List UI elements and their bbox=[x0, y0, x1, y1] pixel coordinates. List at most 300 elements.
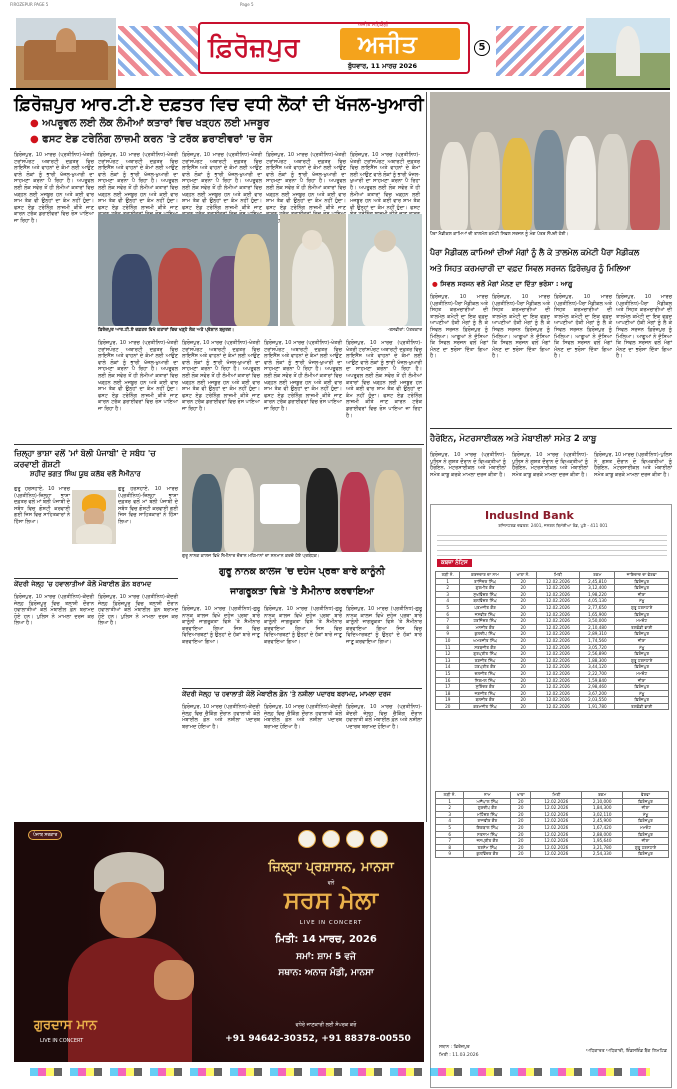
jail-body-col-3: ਫ਼ਿਰੋਜ਼ਪੁਰ, 10 ਮਾਰਚ (ਪ੍ਰਤੀਨਿਧ)-ਕੇਂਦਰੀ ਜੇਲ੍ਹ ਵਿਚ ਚੈਕਿੰਗ ਦੌਰਾਨ ਹਵਾਲਾਤੀ ਕੋਲੋਂ ਮੋਬਾਈਲ ਫ਼ੋਨ ਅਤੇ ਨਸ਼ੀਲਾ ਪਦਾਰਥ ਬਰਾਮਦ ਹੋਇਆ ਹੈ। bbox=[346, 704, 422, 730]
bank-table-2-cell: 20 bbox=[511, 831, 531, 838]
bank-table-1-cell: ਗੁਰਮੀਤ ਕੌਰ bbox=[460, 585, 510, 592]
masthead-paper: ਅਜੀਤ bbox=[358, 30, 417, 58]
bank-table-2-cell: ਫ਼ਿਰੋਜ਼ਪੁਰ bbox=[623, 818, 669, 825]
bank-table-1-cell: ਹਰਜਿੰਦਰ ਸਿੰਘ bbox=[460, 618, 510, 625]
bank-table-1-cell: 12.02.2026 bbox=[536, 697, 580, 704]
main-sub-2-text: ਫਸਟ ਏਡ ਟਰੇਨਿੰਗ ਲਾਜ਼ਮੀ ਕਰਨ 'ਤੇ ਟਰੱਕ ਡਰਾਈਵਰਾਂ 'ਚ ਰੋਸ bbox=[42, 134, 273, 145]
bank-table-1-cell: 17 bbox=[436, 684, 460, 691]
bank-table-2-cell: 3,02,110 bbox=[582, 811, 623, 818]
bank-table-1-cell: 12.02.2026 bbox=[536, 598, 580, 605]
bank-table-2-cell: 2,45,900 bbox=[582, 818, 623, 825]
bank-table-1-cell: 12.02.2026 bbox=[536, 637, 580, 644]
author-portrait bbox=[72, 490, 116, 544]
bank-table-1-row bbox=[436, 670, 669, 677]
paramedical-subhead-text: ਸਿਵਲ ਸਰਜਨ ਵਲੋਂ ਮੰਗਾਂ ਮੰਨਣ ਦਾ ਦਿੱਤਾ ਭਰੋਸਾ : ਆਗੂ bbox=[440, 280, 573, 288]
jail-body-col-1: ਫ਼ਿਰੋਜ਼ਪੁਰ, 10 ਮਾਰਚ (ਪ੍ਰਤੀਨਿਧ)-ਕੇਂਦਰੀ ਜੇਲ੍ਹ ਵਿਚ ਚੈਕਿੰਗ ਦੌਰਾਨ ਹਵਾਲਾਤੀ ਕੋਲੋਂ ਮੋਬਾਈਲ ਫ਼ੋਨ ਅਤੇ ਨਸ਼ੀਲਾ ਪਦਾਰਥ ਬਰਾਮਦ ਹੋਇਆ ਹੈ। bbox=[182, 704, 260, 730]
main-sub-1-text: ਅਪਰੂਵਲ ਲਈ ਲੋਕ ਲੰਮੀਆਂ ਕਤਾਰਾਂ ਵਿਚ ਖੜ੍ਹਨ ਲਈ ਮਜਬੂਰ bbox=[42, 118, 270, 129]
bank-table-1-header-cell: ਮਿਤੀ bbox=[536, 572, 580, 579]
rta-photo-2 bbox=[280, 214, 346, 326]
bank-table-1-cell: 20 bbox=[510, 585, 536, 592]
bank-table-2-cell: 12.02.2026 bbox=[531, 838, 582, 845]
paramedical-photo-caption: ਪੈਰਾ ਮੈਡੀਕਲ ਕਾਮਿਆਂ ਦੀ ਤਾਲਮੇਲ ਕਮੇਟੀ ਸਿਵਲ ਸਰਜਨ ਨੂੰ ਮੰਗ ਪੱਤਰ ਸੌਂਪਦੀ ਹੋਈ। bbox=[430, 232, 569, 237]
bank-table-1-cell: ਕੁਲਦੀਪ ਸਿੰਘ bbox=[460, 631, 510, 638]
bank-date: ਮਿਤੀ : 11.03.2026 bbox=[439, 1053, 479, 1058]
bank-table-1-row bbox=[436, 637, 669, 644]
bank-table-2-cell: ਕੁਲਵਿੰਦਰ ਕੌਰ bbox=[464, 851, 511, 858]
bank-table-2-row bbox=[436, 838, 669, 845]
jail-body-col-2: ਫ਼ਿਰੋਜ਼ਪੁਰ, 10 ਮਾਰਚ (ਪ੍ਰਤੀਨਿਧ)-ਕੇਂਦਰੀ ਜੇਲ੍ਹ ਵਿਚ ਚੈਕਿੰਗ ਦੌਰਾਨ ਹਵਾਲਾਤੀ ਕੋਲੋਂ ਮੋਬਾਈਲ ਫ਼ੋਨ ਅਤੇ ਨਸ਼ੀਲਾ ਪਦਾਰਥ ਬਰਾਮਦ ਹੋਇਆ ਹੈ। bbox=[264, 704, 342, 730]
bank-table-1-cell: ਸਰਬਜੀਤ ਕੌਰ bbox=[460, 644, 510, 651]
bank-table-1-cell: 12.02.2026 bbox=[536, 690, 580, 697]
bank-table-1-cell: ਹਰਪ੍ਰੀਤ ਕੌਰ bbox=[460, 664, 510, 671]
bank-notice-title: ਕਬਜ਼ਾ ਨੋਟਿਸ bbox=[437, 559, 472, 567]
bank-table-2-cell: ਸਤਨਾਮ ਸਿੰਘ bbox=[464, 831, 511, 838]
paramedical-subhead bbox=[432, 280, 672, 289]
bank-table-1-cell: 20 bbox=[510, 703, 536, 710]
bank-table-1-cell: ਫ਼ਿਰੋਜ਼ਪੁਰ bbox=[615, 585, 669, 592]
bank-table-1-cell: 20 bbox=[510, 690, 536, 697]
print-color-bar bbox=[30, 1068, 650, 1076]
bank-table-1-cell: 2,10,480 bbox=[580, 624, 615, 631]
bank-table-1-cell: ਜ਼ੀਰਾ bbox=[615, 637, 669, 644]
bank-table-2-cell: 5 bbox=[436, 824, 464, 831]
bullet-icon: ● bbox=[30, 118, 39, 129]
bank-table-1-header-cell: ਕਰਜ਼ਦਾਰ ਦਾ ਨਾਮ bbox=[460, 572, 510, 579]
ad-organizer: ਜ਼ਿਲ੍ਹਾ ਪ੍ਰਸ਼ਾਸਨ, ਮਾਨਸਾ bbox=[268, 860, 394, 875]
bank-table-1-cell: ਗੁਰਪ੍ਰੀਤ ਸਿੰਘ bbox=[460, 651, 510, 658]
main-body-col-1: ਫ਼ਿਰੋਜ਼ਪੁਰ, 10 ਮਾਰਚ (ਪ੍ਰਤੀਨਿਧ)-ਖੇਤਰੀ ਟਰਾਂਸਪੋਰਟ ਅਥਾਰਟੀ ਦਫ਼ਤਰ ਵਿਚ ਲਾਇਸੈਂਸ ਅਤੇ ਵਾਹਨਾਂ ਦੇ ਕੰਮਾਂ ਲਈ ਆਉਣ ਵਾਲੇ ਲੋਕਾਂ ਨੂੰ ਭਾਰੀ ਖੱਜਲ-ਖੁਆਰੀ ਦਾ ਸਾਹਮਣਾ ਕਰਨਾ ਪੈ ਰਿਹਾ ਹੈ। ਅਪਰੂਵਲ ਲਈ ਲੋਕ ਸਵੇਰ ਤੋਂ ਹੀ ਲੰਮੀਆਂ ਕਤਾਰਾਂ ਵਿਚ ਖੜ੍ਹਨ ਲਈ ਮਜਬੂਰ ਹਨ ਅਤੇ ਕਈ ਵਾਰ ਸ਼ਾਮ ਤੱਕ ਵੀ ਉਨ੍ਹਾਂ ਦਾ ਕੰਮ ਨਹੀਂ ਹੁੰਦਾ। ਫਸਟ ਏਡ ਟਰੇਨਿੰਗ ਲਾਜ਼ਮੀ ਕੀਤੇ ਜਾਣ ਕਾਰਨ ਟਰੱਕ ਡਰਾਈਵਰਾਂ ਵਿਚ ਰੋਸ ਪਾਇਆ ਜਾ ਰਿਹਾ ਹੈ। bbox=[14, 152, 94, 224]
ad-saras-mela bbox=[14, 822, 424, 1062]
jail-headline: ਕੇਂਦਰੀ ਜੇਲ੍ਹ 'ਚ ਹਵਾਲਾਤੀ ਕੋਲੋਂ ਮੋਬਾਈਲ ਫ਼ੋਨ 'ਤੇ ਨਸ਼ੀਲਾ ਪਦਾਰਥ ਬਰਾਮਦ, ਮਾਮਲਾ ਦਰਜ bbox=[182, 690, 391, 698]
bank-table-2-cell: ਫ਼ਿਰੋਜ਼ਪੁਰ bbox=[623, 798, 669, 805]
ad-artist-sub: LIVE IN CONCERT bbox=[40, 1038, 84, 1044]
rta-photo-caption: ਫ਼ਿਰੋਜ਼ਪੁਰ ਆਰ.ਟੀ.ਏ ਦਫ਼ਤਰ ਵਿਖੇ ਕਤਾਰਾਂ ਵਿਚ ਖੜ੍ਹੇ ਲੋਕ ਅਤੇ ਪ੍ਰੇਸ਼ਾਨ ਬਜ਼ੁਰਗ। bbox=[98, 328, 235, 333]
bank-table-2-cell: 20 bbox=[511, 805, 531, 812]
bank-table-1-cell: ਕਰਮਜੀਤ ਸਿੰਘ bbox=[460, 703, 510, 710]
bank-table-2-cell: ਗੁਰਦੀਪ ਕੌਰ bbox=[464, 805, 511, 812]
bank-table-2-header-cell: ਲੜੀ ਨੰ. bbox=[436, 792, 464, 799]
bank-table-1-cell: 12.02.2026 bbox=[536, 703, 580, 710]
heroin-body-col-1: ਫ਼ਿਰੋਜ਼ਪੁਰ, 10 ਮਾਰਚ (ਪ੍ਰਤੀਨਿਧ)-ਪੁਲਿਸ ਨੇ ਗਸ਼ਤ ਦੌਰਾਨ ਦੋ ਵਿਅਕਤੀਆਂ ਨੂੰ ਹੈਰੋਇਨ, ਮੋਟਰਸਾਈਕਲ ਅਤੇ ਮੋਬਾਈਲਾਂ ਸਮੇਤ ਕਾਬੂ ਕਰਕੇ ਮਾਮਲਾ ਦਰਜ ਕੀਤਾ ਹੈ। bbox=[430, 452, 506, 478]
bank-table-2-header-cell: ਮਿਤੀ bbox=[531, 792, 582, 799]
bank-table-2-cell: 1 bbox=[436, 798, 464, 805]
bank-table-1-cell: 2,98,460 bbox=[580, 684, 615, 691]
masthead-city: ਫ਼ਿਰੋਜ਼ਪੁਰ bbox=[208, 33, 300, 63]
bank-table-1-cell: 2,77,650 bbox=[580, 604, 615, 611]
bank-table-1-cell: ਤਲਵੰਡੀ ਭਾਈ bbox=[615, 624, 669, 631]
bank-table-2-row bbox=[436, 818, 669, 825]
bank-table-1-row bbox=[436, 618, 669, 625]
main-body-col-3: ਫ਼ਿਰੋਜ਼ਪੁਰ, 10 ਮਾਰਚ (ਪ੍ਰਤੀਨਿਧ)-ਖੇਤਰੀ ਟਰਾਂਸਪੋਰਟ ਅਥਾਰਟੀ ਦਫ਼ਤਰ ਵਿਚ ਲਾਇਸੈਂਸ ਅਤੇ ਵਾਹਨਾਂ ਦੇ ਕੰਮਾਂ ਲਈ ਆਉਣ ਵਾਲੇ ਲੋਕਾਂ ਨੂੰ ਭਾਰੀ ਖੱਜਲ-ਖੁਆਰੀ ਦਾ ਸਾਹਮਣਾ ਕਰਨਾ ਪੈ ਰਿਹਾ ਹੈ। ਅਪਰੂਵਲ ਲਈ ਲੋਕ ਸਵੇਰ ਤੋਂ ਹੀ ਲੰਮੀਆਂ ਕਤਾਰਾਂ ਵਿਚ ਖੜ੍ਹਨ ਲਈ ਮਜਬੂਰ ਹਨ ਅਤੇ ਕਈ ਵਾਰ ਸ਼ਾਮ ਤੱਕ ਵੀ ਉਨ੍ਹਾਂ ਦਾ ਕੰਮ ਨਹੀਂ ਹੁੰਦਾ। ਫਸਟ ਏਡ ਟਰੇਨਿੰਗ ਲਾਜ਼ਮੀ ਕੀਤੇ ਜਾਣ bbox=[182, 152, 262, 211]
bank-table-1-cell: 2,22,700 bbox=[580, 670, 615, 677]
bank-table-1-cell: 20 bbox=[510, 591, 536, 598]
bank-table-2-cell: 2 bbox=[436, 805, 464, 812]
main-sub-2 bbox=[30, 134, 272, 145]
bank-table-2-cell: ਗੁਰੂ ਹਰਸਹਾਏ bbox=[623, 844, 669, 851]
bank-table-1-cell: 2,56,890 bbox=[580, 651, 615, 658]
print-strip bbox=[0, 0, 677, 10]
bank-table-1-cell: 20 bbox=[510, 684, 536, 691]
bank-table-1-cell: 19 bbox=[436, 697, 460, 704]
bank-table-2-cell: 20 bbox=[511, 824, 531, 831]
bank-table-2-cell: 20 bbox=[511, 851, 531, 858]
main-sub-1 bbox=[30, 118, 269, 129]
bank-table-1-cell: 12.02.2026 bbox=[536, 585, 580, 592]
bank-table-1-cell: ਜ਼ੀਰਾ bbox=[615, 591, 669, 598]
bank-table-2-cell: ਅਜੈਪਾਲ ਸਿੰਘ bbox=[464, 798, 511, 805]
bank-table-1-cell: 12.02.2026 bbox=[536, 591, 580, 598]
bank-table-2-cell: 7 bbox=[436, 838, 464, 845]
bank-table-2-cell: ਰਾਜਵੀਰ ਕੌਰ bbox=[464, 818, 511, 825]
bank-table-1-cell: ਮੱਖੂ bbox=[615, 598, 669, 605]
bank-table-2-cell: ਜ਼ੀਰਾ bbox=[623, 838, 669, 845]
main-headline: ਫ਼ਿਰੋਜ਼ਪੁਰ ਆਰ.ਟੀ.ਏ ਦਫ਼ਤਰ ਵਿਚ ਵਧੀ ਲੋਕਾਂ ਦੀ ਖੱਜਲ-ਖੁਆਰੀ bbox=[14, 95, 424, 115]
bank-table-1-cell: 12.02.2026 bbox=[536, 611, 580, 618]
bank-table-1-cell: ਰਣਜੀਤ ਸਿੰਘ bbox=[460, 657, 510, 664]
bank-table-2-cell: 20 bbox=[511, 818, 531, 825]
bank-table-2-cell: ਮਹਿੰਦਰ ਸਿੰਘ bbox=[464, 811, 511, 818]
bank-table-2-cell: ਜ਼ੀਰਾ bbox=[623, 805, 669, 812]
bank-table-2-header-cell: ਖਾਤਾ bbox=[511, 792, 531, 799]
ad-time-line: ਸਮਾਂ: ਸ਼ਾਮ 5 ਵਜੇ bbox=[296, 952, 356, 962]
bank-table-2-cell: 20 bbox=[511, 811, 531, 818]
heroin-body-col-3: ਫ਼ਿਰੋਜ਼ਪੁਰ, 10 ਮਾਰਚ (ਪ੍ਰਤੀਨਿਧ)-ਪੁਲਿਸ ਨੇ ਗਸ਼ਤ ਦੌਰਾਨ ਦੋ ਵਿਅਕਤੀਆਂ ਨੂੰ ਹੈਰੋਇਨ, ਮੋਟਰਸਾਈਕਲ ਅਤੇ ਮੋਬਾਈਲਾਂ ਸਮੇਤ ਕਾਬੂ ਕਰਕੇ ਮਾਮਲਾ ਦਰਜ ਕੀਤਾ ਹੈ। bbox=[594, 452, 672, 478]
bank-table-2-row bbox=[436, 805, 669, 812]
bank-table-2-cell: 20 bbox=[511, 844, 531, 851]
masthead-tagline: ਅਜੀਤ ਸਹਿਯੋਗੀ bbox=[358, 22, 389, 28]
bank-table-2-row bbox=[436, 851, 669, 858]
bank-table-2-cell: 12.02.2026 bbox=[531, 831, 582, 838]
bank-table-1-cell: 20 bbox=[510, 644, 536, 651]
bank-table-1-cell: ਸੁਰਿੰਦਰ ਕੌਰ bbox=[460, 684, 510, 691]
main-body-col-5: ਫ਼ਿਰੋਜ਼ਪੁਰ, 10 ਮਾਰਚ (ਪ੍ਰਤੀਨਿਧ)-ਖੇਤਰੀ ਟਰਾਂਸਪੋਰਟ ਅਥਾਰਟੀ ਦਫ਼ਤਰ ਵਿਚ ਲਾਇਸੈਂਸ ਅਤੇ ਵਾਹਨਾਂ ਦੇ ਕੰਮਾਂ ਲਈ ਆਉਣ ਵਾਲੇ ਲੋਕਾਂ ਨੂੰ ਭਾਰੀ ਖੱਜਲ-ਖੁਆਰੀ ਦਾ ਸਾਹਮਣਾ ਕਰਨਾ ਪੈ ਰਿਹਾ ਹੈ। ਅਪਰੂਵਲ ਲਈ ਲੋਕ ਸਵੇਰ ਤੋਂ ਹੀ ਲੰਮੀਆਂ ਕਤਾਰਾਂ ਵਿਚ ਖੜ੍ਹਨ ਲਈ ਮਜਬੂਰ ਹਨ ਅਤੇ ਕਈ ਵਾਰ ਸ਼ਾਮ ਤੱਕ ਵੀ ਉਨ੍ਹਾਂ ਦਾ ਕੰਮ ਨਹੀਂ ਹੁੰਦਾ। ਫਸਟ bbox=[350, 152, 420, 211]
bank-table-2-cell: 3 bbox=[436, 811, 464, 818]
ad-logo-4 bbox=[370, 830, 388, 848]
print-strip-left: FIROZEPUR PAGE 5 bbox=[10, 2, 49, 7]
bank-table-1-cell: 3,50,000 bbox=[580, 618, 615, 625]
bank-table-1-row bbox=[436, 664, 669, 671]
bank-table-1 bbox=[435, 571, 669, 710]
masthead-pattern-right bbox=[496, 26, 584, 76]
college-body-col-1: ਫ਼ਿਰੋਜ਼ਪੁਰ, 10 ਮਾਰਚ (ਪ੍ਰਤੀਨਿਧ)-ਗੁਰੂ ਨਾਨਕ ਕਾਲਜ ਵਿਖੇ ਦਹੇਜ ਪ੍ਰਥਾ ਬਾਰੇ ਕਾਨੂੰਨੀ ਜਾਗਰੂਕਤਾ ਵਿਸ਼ੇ 'ਤੇ ਸੈਮੀਨਾਰ ਕਰਵਾਇਆ ਗਿਆ ਜਿਸ ਵਿਚ ਵਿਦਿਆਰਥਣਾਂ ਨੂੰ ਉਨ੍ਹਾਂ ਦੇ ਹੱਕਾਂ ਬਾਰੇ ਜਾਣੂ ਕਰਵਾਇਆ ਗਿਆ। bbox=[182, 606, 260, 645]
mobile-headline: ਕੇਂਦਰੀ ਜੇਲ੍ਹ 'ਚ ਹਵਾਲਾਤੀਆਂ ਕੋਲੋਂ ਮੋਬਾਈਲ ਫ਼ੋਨ ਬਰਾਮਦ bbox=[14, 580, 152, 588]
heroin-body-col-2: ਫ਼ਿਰੋਜ਼ਪੁਰ, 10 ਮਾਰਚ (ਪ੍ਰਤੀਨਿਧ)-ਪੁਲਿਸ ਨੇ ਗਸ਼ਤ ਦੌਰਾਨ ਦੋ ਵਿਅਕਤੀਆਂ ਨੂੰ ਹੈਰੋਇਨ, ਮੋਟਰਸਾਈਕਲ ਅਤੇ ਮੋਬਾਈਲਾਂ ਸਮੇਤ ਕਾਬੂ ਕਰਕੇ ਮਾਮਲਾ ਦਰਜ ਕੀਤਾ ਹੈ। bbox=[512, 452, 588, 478]
bank-table-1-cell: ਜ਼ੀਰਾ bbox=[615, 677, 669, 684]
bank-table-1-cell: 12.02.2026 bbox=[536, 664, 580, 671]
bank-table-1-cell: 12.02.2026 bbox=[536, 644, 580, 651]
main-body-col-3b: ਫ਼ਿਰੋਜ਼ਪੁਰ, 10 ਮਾਰਚ (ਪ੍ਰਤੀਨਿਧ)-ਖੇਤਰੀ ਟਰਾਂਸਪੋਰਟ ਅਥਾਰਟੀ ਦਫ਼ਤਰ ਵਿਚ ਲਾਇਸੈਂਸ ਅਤੇ ਵਾਹਨਾਂ ਦੇ ਕੰਮਾਂ ਲਈ ਆਉਣ ਵਾਲੇ ਲੋਕਾਂ ਨੂੰ ਭਾਰੀ ਖੱਜਲ-ਖੁਆਰੀ ਦਾ ਸਾਹਮਣਾ ਕਰਨਾ ਪੈ ਰਿਹਾ ਹੈ। ਅਪਰੂਵਲ ਲਈ ਲੋਕ ਸਵੇਰ ਤੋਂ ਹੀ ਲੰਮੀਆਂ ਕਤਾਰਾਂ ਵਿਚ ਖੜ੍ਹਨ ਲਈ ਮਜਬੂਰ ਹਨ ਅਤੇ ਕਈ ਵਾਰ ਸ਼ਾਮ ਤੱਕ ਵੀ ਉਨ੍ਹਾਂ ਦਾ ਕੰਮ ਨਹੀਂ ਹੁੰਦਾ। ਫਸਟ ਏਡ ਟਰੇਨਿੰਗ ਲਾਜ਼ਮੀ ਕੀਤੇ ਜਾਣ ਕਾਰਨ ਟਰੱਕ ਡਰਾਈਵਰਾਂ ਵਿਚ ਰੋਸ ਪਾਇਆ ਜਾ ਰਿਹਾ ਹੈ। bbox=[182, 340, 260, 412]
bank-table-2-cell: ਫ਼ਿਰੋਜ਼ਪੁਰ bbox=[623, 831, 669, 838]
bank-table-1-cell: 2,45,810 bbox=[580, 578, 615, 585]
bank-table-2-cell: 20 bbox=[511, 798, 531, 805]
bank-table-1-cell: ਮੱਖੂ bbox=[615, 690, 669, 697]
bank-table-1-cell: 20 bbox=[510, 631, 536, 638]
bank-table-1-header bbox=[436, 572, 669, 579]
bank-table-2-row bbox=[436, 824, 669, 831]
ad-logo-2 bbox=[322, 830, 340, 848]
bank-table-2-cell: 2,88,000 bbox=[582, 831, 623, 838]
left-subhead: ਸ਼ਹੀਦ ਭਗਤ ਸਿੰਘ ਯੂਥ ਕਲੱਬ ਵਲੋਂ ਸੈਮੀਨਾਰ bbox=[30, 470, 141, 478]
print-strip-right: Page 5 bbox=[240, 2, 254, 7]
bank-table-1-cell: 16 bbox=[436, 677, 460, 684]
bank-notice-text bbox=[437, 531, 667, 557]
rta-photo-credit: -ਤਸਵੀਰਾਂ: ਪੱਤਰਕਾਰ bbox=[387, 328, 422, 333]
bank-table-1-row bbox=[436, 651, 669, 658]
bank-table-1-cell: 12.02.2026 bbox=[536, 618, 580, 625]
masthead-pattern-left bbox=[118, 26, 198, 76]
bank-table-2-cell: 3,21,780 bbox=[582, 844, 623, 851]
bank-table-1-cell: 3 bbox=[436, 591, 460, 598]
bank-table-1-row bbox=[436, 703, 669, 710]
bank-table-2-cell: ਮੱਖੂ bbox=[623, 811, 669, 818]
ad-logo-1 bbox=[298, 830, 316, 848]
bank-table-1-row bbox=[436, 644, 669, 651]
bank-table-2-cell: ਜਸਪ੍ਰੀਤ ਕੌਰ bbox=[464, 838, 511, 845]
bank-table-2 bbox=[435, 791, 669, 858]
bank-table-1-cell: 18 bbox=[436, 690, 460, 697]
bank-table-1-row bbox=[436, 591, 669, 598]
main-body-col-2: ਫ਼ਿਰੋਜ਼ਪੁਰ, 10 ਮਾਰਚ (ਪ੍ਰਤੀਨਿਧ)-ਖੇਤਰੀ ਟਰਾਂਸਪੋਰਟ ਅਥਾਰਟੀ ਦਫ਼ਤਰ ਵਿਚ ਲਾਇਸੈਂਸ ਅਤੇ ਵਾਹਨਾਂ ਦੇ ਕੰਮਾਂ ਲਈ ਆਉਣ ਵਾਲੇ ਲੋਕਾਂ ਨੂੰ ਭਾਰੀ ਖੱਜਲ-ਖੁਆਰੀ ਦਾ ਸਾਹਮਣਾ ਕਰਨਾ ਪੈ ਰਿਹਾ ਹੈ। ਅਪਰੂਵਲ ਲਈ ਲੋਕ ਸਵੇਰ ਤੋਂ ਹੀ ਲੰਮੀਆਂ ਕਤਾਰਾਂ ਵਿਚ ਖੜ੍ਹਨ ਲਈ ਮਜਬੂਰ ਹਨ ਅਤੇ ਕਈ ਵਾਰ ਸ਼ਾਮ ਤੱਕ ਵੀ ਉਨ੍ਹਾਂ ਦਾ ਕੰਮ ਨਹੀਂ ਹੁੰਦਾ। ਫਸਟ ਏਡ ਟਰੇਨਿੰਗ ਲਾਜ਼ਮੀ ਕੀਤੇ ਜਾਣ bbox=[98, 152, 178, 211]
bank-table-1-cell: 12.02.2026 bbox=[536, 578, 580, 585]
masthead-title-block bbox=[198, 22, 470, 74]
bank-table-1-row bbox=[436, 585, 669, 592]
bank-table-1-cell: 20 bbox=[510, 670, 536, 677]
bank-table-2-cell: 1,84,300 bbox=[582, 805, 623, 812]
bank-table-1-cell: 20 bbox=[510, 611, 536, 618]
bank-table-1-cell: 1,91,780 bbox=[580, 703, 615, 710]
bank-table-1-cell: 20 bbox=[510, 618, 536, 625]
bank-table-2-cell: ਇਕਬਾਲ ਸਿੰਘ bbox=[464, 824, 511, 831]
bank-table-1-cell: 5 bbox=[436, 604, 460, 611]
masthead-right-photo bbox=[586, 18, 670, 88]
bank-table-1-cell: ਮਨਜੀਤ ਕੌਰ bbox=[460, 624, 510, 631]
masthead-date: ਬੁੱਧਵਾਰ, 11 ਮਾਰਚ 2026 bbox=[348, 62, 418, 70]
bank-table-2-row bbox=[436, 798, 669, 805]
left-body-col-1: ਗੁਰੂ ਹਰਸਹਾਏ, 10 ਮਾਰਚ (ਪ੍ਰਤੀਨਿਧ)-ਜ਼ਿਲ੍ਹਾ ਭਾਸ਼ਾ ਦਫ਼ਤਰ ਵਲੋਂ ਮਾਂ ਬੋਲੀ ਪੰਜਾਬੀ ਦੇ ਸਬੰਧ ਵਿਚ ਗੋਸ਼ਟੀ ਕਰਵਾਈ ਗਈ ਜਿਸ ਵਿਚ ਸਾਹਿਤਕਾਰਾਂ ਨੇ ਹਿੱਸਾ ਲਿਆ। bbox=[14, 486, 70, 525]
bank-table-1-cell: ਫ਼ਿਰੋਜ਼ਪੁਰ bbox=[615, 611, 669, 618]
college-body-col-3: ਫ਼ਿਰੋਜ਼ਪੁਰ, 10 ਮਾਰਚ (ਪ੍ਰਤੀਨਿਧ)-ਗੁਰੂ ਨਾਨਕ ਕਾਲਜ ਵਿਖੇ ਦਹੇਜ ਪ੍ਰਥਾ ਬਾਰੇ ਕਾਨੂੰਨੀ ਜਾਗਰੂਕਤਾ ਵਿਸ਼ੇ 'ਤੇ ਸੈਮੀਨਾਰ ਕਰਵਾਇਆ ਗਿਆ ਜਿਸ ਵਿਚ ਵਿਦਿਆਰਥਣਾਂ ਨੂੰ ਉਨ੍ਹਾਂ ਦੇ ਹੱਕਾਂ ਬਾਰੇ ਜਾਣੂ ਕਰਵਾਇਆ ਗਿਆ। bbox=[346, 606, 422, 645]
bank-table-1-cell: ਮਮਦੋਟ bbox=[615, 670, 669, 677]
bank-table-1-cell: ਫ਼ਿਰੋਜ਼ਪੁਰ bbox=[615, 651, 669, 658]
bullet-icon: ● bbox=[432, 280, 438, 288]
bank-subtitle: ਰਜਿਸਟਰਡ ਦਫ਼ਤਰ: 2401, ਜਨਰਲ ਥਿਮੱਈਆ ਰੋਡ, ਪੁਣੇ - 411 001 bbox=[498, 523, 608, 528]
college-photo-caption: ਗੁਰੂ ਨਾਨਕ ਕਾਲਜ ਵਿਖੇ ਸੈਮੀਨਾਰ ਦੌਰਾਨ ਮਹਿਮਾਨਾਂ ਦਾ ਸਨਮਾਨ ਕਰਦੇ ਹੋਏ ਪ੍ਰਬੰਧਕ। bbox=[182, 554, 320, 559]
bank-table-1-row bbox=[436, 598, 669, 605]
bank-table-2-header bbox=[436, 792, 669, 799]
bank-table-1-cell: 2,03,550 bbox=[580, 697, 615, 704]
bank-table-1-row bbox=[436, 657, 669, 664]
paramedical-headline-1: ਪੈਰਾ ਮੈਡੀਕਲ ਕਾਮਿਆਂ ਦੀਆਂ ਮੰਗਾਂ ਨੂੰ ਲੈ ਕੇ ਤਾਲਮੇਲ ਕਮੇਟੀ ਪੈਰਾ ਮੈਡੀਕਲ bbox=[430, 248, 640, 257]
bank-table-1-cell: ਅਮਰਜੀਤ ਸਿੰਘ bbox=[460, 637, 510, 644]
bank-table-1-row bbox=[436, 677, 669, 684]
paramedical-body-col-4: ਫ਼ਿਰੋਜ਼ਪੁਰ, 10 ਮਾਰਚ (ਪ੍ਰਤੀਨਿਧ)-ਪੈਰਾ ਮੈਡੀਕਲ ਅਤੇ ਸਿਹਤ ਕਰਮਚਾਰੀਆਂ ਦੀ ਤਾਲਮੇਲ ਕਮੇਟੀ ਦਾ ਇਕ ਵਫ਼ਦ ਆਪਣੀਆਂ ਹੱਕੀ ਮੰਗਾਂ ਨੂੰ ਲੈ ਕੇ ਸਿਵਲ ਸਰਜਨ ਫ਼ਿਰੋਜ਼ਪੁਰ ਨੂੰ ਮਿਲਿਆ। ਆਗੂਆਂ ਨੇ ਦੱਸਿਆ ਕਿ ਸਿਵਲ ਸਰਜਨ ਵਲੋਂ ਮੰਗਾਂ ਮੰਨਣ ਦਾ ਭਰੋਸਾ ਦਿੱਤਾ ਗਿਆ ਹੈ। bbox=[616, 294, 672, 360]
bank-table-1-cell: 12.02.2026 bbox=[536, 651, 580, 658]
ad-connector: ਵਲੋਂ bbox=[327, 880, 335, 886]
bank-table-1-header-cell: ਖਾਤਾ ਨੰ. bbox=[510, 572, 536, 579]
bank-table-2-cell: ਫ਼ਿਰੋਜ਼ਪੁਰ bbox=[623, 851, 669, 858]
left-body-col-2: ਗੁਰੂ ਹਰਸਹਾਏ, 10 ਮਾਰਚ (ਪ੍ਰਤੀਨਿਧ)-ਜ਼ਿਲ੍ਹਾ ਭਾਸ਼ਾ ਦਫ਼ਤਰ ਵਲੋਂ ਮਾਂ ਬੋਲੀ ਪੰਜਾਬੀ ਦੇ ਸਬੰਧ ਵਿਚ ਗੋਸ਼ਟੀ ਕਰਵਾਈ ਗਈ ਜਿਸ ਵਿਚ ਸਾਹਿਤਕਾਰਾਂ ਨੇ ਹਿੱਸਾ ਲਿਆ। bbox=[118, 486, 178, 525]
bank-table-1-cell: 1 bbox=[436, 578, 460, 585]
bank-table-1-cell: 20 bbox=[510, 637, 536, 644]
bank-table-1-cell: ਮਮਦੋਟ bbox=[615, 618, 669, 625]
bank-table-1-cell: 1,59,840 bbox=[580, 677, 615, 684]
bank-table-1-cell: 8 bbox=[436, 624, 460, 631]
left-headline: ਜ਼ਿਲ੍ਹਾ ਭਾਸ਼ਾ ਵਲੋਂ 'ਮਾਂ ਬੋਲੀ ਪੰਜਾਬੀ' ਦੇ ਸਬੰਧ 'ਚ ਕਰਵਾਈ ਗੋਸ਼ਟੀ bbox=[14, 449, 156, 469]
paramedical-body-col-1: ਫ਼ਿਰੋਜ਼ਪੁਰ, 10 ਮਾਰਚ (ਪ੍ਰਤੀਨਿਧ)-ਪੈਰਾ ਮੈਡੀਕਲ ਅਤੇ ਸਿਹਤ ਕਰਮਚਾਰੀਆਂ ਦੀ ਤਾਲਮੇਲ ਕਮੇਟੀ ਦਾ ਇਕ ਵਫ਼ਦ ਆਪਣੀਆਂ ਹੱਕੀ ਮੰਗਾਂ ਨੂੰ ਲੈ ਕੇ ਸਿਵਲ ਸਰਜਨ ਫ਼ਿਰੋਜ਼ਪੁਰ ਨੂੰ ਮਿਲਿਆ। ਆਗੂਆਂ ਨੇ ਦੱਸਿਆ ਕਿ ਸਿਵਲ ਸਰਜਨ ਵਲੋਂ ਮੰਗਾਂ ਮੰਨਣ ਦਾ ਭਰੋਸਾ ਦਿੱਤਾ ਗਿਆ ਹੈ। bbox=[430, 294, 488, 360]
bank-table-2-header-cell: ਰਕਮ bbox=[582, 792, 623, 799]
bank-table-1-cell: 6 bbox=[436, 611, 460, 618]
bank-table-2-cell: 12.02.2026 bbox=[531, 844, 582, 851]
ad-footer-note: ਵਧੇਰੇ ਜਾਣਕਾਰੀ ਲਈ ਸੰਪਰਕ ਕਰੋ bbox=[295, 1022, 357, 1028]
bank-table-1-cell: 3,67,200 bbox=[580, 690, 615, 697]
bank-table-2-header-cell: ਵੇਰਵਾ bbox=[623, 792, 669, 799]
bank-table-1-cell: 10 bbox=[436, 637, 460, 644]
bank-table-2-cell: 12.02.2026 bbox=[531, 811, 582, 818]
bank-table-2-cell: 12.02.2026 bbox=[531, 798, 582, 805]
bank-table-1-cell: 3,44,120 bbox=[580, 664, 615, 671]
bank-table-1-cell: 12.02.2026 bbox=[536, 670, 580, 677]
bank-table-1-cell: ਫ਼ਿਰੋਜ਼ਪੁਰ bbox=[615, 664, 669, 671]
bullet-icon: ● bbox=[30, 134, 39, 145]
bank-table-1-cell: ਪਰਮਜੀਤ ਕੌਰ bbox=[460, 604, 510, 611]
bank-table-1-row bbox=[436, 624, 669, 631]
bank-table-1-cell: 12.02.2026 bbox=[536, 624, 580, 631]
college-photo bbox=[182, 448, 422, 552]
bank-table-1-row bbox=[436, 631, 669, 638]
bank-table-1-cell: 14 bbox=[436, 664, 460, 671]
bank-table-1-cell: ਫ਼ਿਰੋਜ਼ਪੁਰ bbox=[615, 697, 669, 704]
college-headline-2: ਜਾਗਰੂਕਤਾ ਵਿਸ਼ੇ 'ਤੇ ਸੈਮੀਨਾਰ ਕਰਵਾਇਆ bbox=[230, 586, 374, 597]
bank-table-1-cell: 20 bbox=[510, 697, 536, 704]
rta-photo-1 bbox=[98, 214, 278, 326]
bank-table-1-cell: 13 bbox=[436, 657, 460, 664]
paramedical-body-col-3: ਫ਼ਿਰੋਜ਼ਪੁਰ, 10 ਮਾਰਚ (ਪ੍ਰਤੀਨਿਧ)-ਪੈਰਾ ਮੈਡੀਕਲ ਅਤੇ ਸਿਹਤ ਕਰਮਚਾਰੀਆਂ ਦੀ ਤਾਲਮੇਲ ਕਮੇਟੀ ਦਾ ਇਕ ਵਫ਼ਦ ਆਪਣੀਆਂ ਹੱਕੀ ਮੰਗਾਂ ਨੂੰ ਲੈ ਕੇ ਸਿਵਲ ਸਰਜਨ ਫ਼ਿਰੋਜ਼ਪੁਰ ਨੂੰ ਮਿਲਿਆ। ਆਗੂਆਂ ਨੇ ਦੱਸਿਆ ਕਿ ਸਿਵਲ ਸਰਜਨ ਵਲੋਂ ਮੰਗਾਂ ਮੰਨਣ ਦਾ ਭਰੋਸਾ ਦਿੱਤਾ ਗਿਆ ਹੈ। bbox=[554, 294, 612, 360]
bank-table-2-cell: ਮਮਦੋਟ bbox=[623, 824, 669, 831]
bank-table-1-cell: 4 bbox=[436, 598, 460, 605]
bank-table-2-cell: ਤਰਸੇਮ ਸਿੰਘ bbox=[464, 844, 511, 851]
bank-table-1-cell: ਤਲਵੰਡੀ ਭਾਈ bbox=[615, 703, 669, 710]
bank-table-1-cell: ਜਸਵੀਰ ਸਿੰਘ bbox=[460, 611, 510, 618]
bank-table-1-cell: 1,65,900 bbox=[580, 611, 615, 618]
college-headline-1: ਗੁਰੂ ਨਾਨਕ ਕਾਲਜ 'ਚ ਦਹੇਜ ਪ੍ਰਥਾ ਬਾਰੇ ਕਾਨੂੰਨੀ bbox=[219, 566, 385, 577]
bank-table-1-header-cell: ਜਾਇਦਾਦ ਦਾ ਵੇਰਵਾ bbox=[615, 572, 669, 579]
bank-table-1-cell: ਗੁਰੂ ਹਰਸਹਾਏ bbox=[615, 604, 669, 611]
bank-table-1-cell: ਨਿਰਮਲ ਸਿੰਘ bbox=[460, 677, 510, 684]
bank-table-1-cell: 12.02.2026 bbox=[536, 684, 580, 691]
heroin-headline: ਹੈਰੋਇਨ, ਮੋਟਰਸਾਈਕਲ ਅਤੇ ਮੋਬਾਈਲਾਂ ਸਮੇਤ 2 ਕਾਬੂ bbox=[430, 434, 597, 444]
bank-table-1-row bbox=[436, 578, 669, 585]
bank-table-1-cell: ਜਗਜੀਤ ਸਿੰਘ bbox=[460, 690, 510, 697]
bank-table-1-cell: 12.02.2026 bbox=[536, 631, 580, 638]
bank-table-1-cell: ਗੁਰੂ ਹਰਸਹਾਏ bbox=[615, 657, 669, 664]
bank-table-1-cell: 12.02.2026 bbox=[536, 677, 580, 684]
mobile-body-col-2: ਫ਼ਿਰੋਜ਼ਪੁਰ, 10 ਮਾਰਚ (ਪ੍ਰਤੀਨਿਧ)-ਕੇਂਦਰੀ ਜੇਲ੍ਹ ਫ਼ਿਰੋਜ਼ਪੁਰ ਵਿਚ ਤਲਾਸ਼ੀ ਦੌਰਾਨ ਹਵਾਲਾਤੀਆਂ ਕੋਲੋਂ ਮੋਬਾਈਲ ਫ਼ੋਨ ਬਰਾਮਦ ਹੋਏ ਹਨ। ਪੁਲਿਸ ਨੇ ਮਾਮਲਾ ਦਰਜ ਕਰ ਲਿਆ ਹੈ। bbox=[98, 594, 178, 627]
bank-table-1-cell: 20 bbox=[510, 598, 536, 605]
bank-table-1-cell: ਦਲਜੀਤ ਸਿੰਘ bbox=[460, 670, 510, 677]
bank-table-1-cell: 20 bbox=[436, 703, 460, 710]
bank-table-1-cell: 4,05,130 bbox=[580, 598, 615, 605]
bank-table-2-cell: 2,10,000 bbox=[582, 798, 623, 805]
bank-table-2-cell: 1,95,640 bbox=[582, 838, 623, 845]
bank-table-1-cell: 20 bbox=[510, 651, 536, 658]
bank-table-2-cell: 12.02.2026 bbox=[531, 851, 582, 858]
bank-signatory: ਅਧਿਕਾਰਤ ਅਧਿਕਾਰੀ, ਇੰਡਸਇੰਡ ਬੈਂਕ ਲਿਮਟਿਡ bbox=[586, 1049, 667, 1054]
bank-table-2-cell: 12.02.2026 bbox=[531, 818, 582, 825]
bank-table-1-cell: 3,05,720 bbox=[580, 644, 615, 651]
ad-live: LIVE IN CONCERT bbox=[299, 920, 363, 926]
bank-table-1-cell: 20 bbox=[510, 604, 536, 611]
bank-place: ਸਥਾਨ : ਫ਼ਿਰੋਜ਼ਪੁਰ bbox=[439, 1045, 470, 1050]
bank-table-1-row bbox=[436, 697, 669, 704]
bank-table-1-cell: 1,98,220 bbox=[580, 591, 615, 598]
bank-table-1-cell: ਮੱਖੂ bbox=[615, 644, 669, 651]
bank-notice bbox=[430, 504, 672, 1088]
bank-table-1-cell: 15 bbox=[436, 670, 460, 677]
main-body-col-4b: ਫ਼ਿਰੋਜ਼ਪੁਰ, 10 ਮਾਰਚ (ਪ੍ਰਤੀਨਿਧ)-ਖੇਤਰੀ ਟਰਾਂਸਪੋਰਟ ਅਥਾਰਟੀ ਦਫ਼ਤਰ ਵਿਚ ਲਾਇਸੈਂਸ ਅਤੇ ਵਾਹਨਾਂ ਦੇ ਕੰਮਾਂ ਲਈ ਆਉਣ ਵਾਲੇ ਲੋਕਾਂ ਨੂੰ ਭਾਰੀ ਖੱਜਲ-ਖੁਆਰੀ ਦਾ ਸਾਹਮਣਾ ਕਰਨਾ ਪੈ ਰਿਹਾ ਹੈ। ਅਪਰੂਵਲ ਲਈ ਲੋਕ ਸਵੇਰ ਤੋਂ ਹੀ ਲੰਮੀਆਂ ਕਤਾਰਾਂ ਵਿਚ ਖੜ੍ਹਨ ਲਈ ਮਜਬੂਰ ਹਨ ਅਤੇ ਕਈ ਵਾਰ ਸ਼ਾਮ ਤੱਕ ਵੀ ਉਨ੍ਹਾਂ ਦਾ ਕੰਮ ਨਹੀਂ ਹੁੰਦਾ। ਫਸਟ ਏਡ ਟਰੇਨਿੰਗ ਲਾਜ਼ਮੀ ਕੀਤੇ ਜਾਣ ਕਾਰਨ ਟਰੱਕ ਡਰਾਈਵਰਾਂ ਵਿਚ ਰੋਸ ਪਾਇਆ ਜਾ ਰਿਹਾ ਹੈ। bbox=[264, 340, 342, 412]
bank-table-1-cell: 20 bbox=[510, 578, 536, 585]
bank-table-1-cell: 1,88,300 bbox=[580, 657, 615, 664]
bank-table-1-header-cell: ਲੜੀ ਨੰ. bbox=[436, 572, 460, 579]
bank-table-2-row bbox=[436, 844, 669, 851]
bank-table-1-row bbox=[436, 604, 669, 611]
bank-table-2-row bbox=[436, 811, 669, 818]
paramedical-headline-2: ਅਤੇ ਸਿਹਤ ਕਰਮਚਾਰੀ ਦਾ ਵਫ਼ਦ ਸਿਵਲ ਸਰਜਨ ਫ਼ਿਰੋਜ਼ਪੁਰ ਨੂੰ ਮਿਲਿਆ bbox=[430, 264, 631, 273]
page-number: 5 bbox=[474, 40, 490, 56]
ad-title: ਸਰਸ ਮੇਲਾ bbox=[283, 886, 379, 914]
bank-table-1-cell: 20 bbox=[510, 677, 536, 684]
bank-table-2-cell: 2,54,330 bbox=[582, 851, 623, 858]
bank-table-1-cell: ਰਾਜਿੰਦਰ ਸਿੰਘ bbox=[460, 578, 510, 585]
paramedical-photo bbox=[430, 92, 670, 230]
ad-top-badge: ਪੰਜਾਬ ਸਰਕਾਰ bbox=[28, 830, 62, 840]
ad-venue-line: ਸਥਾਨ: ਅਨਾਜ ਮੰਡੀ, ਮਾਨਸਾ bbox=[278, 968, 374, 978]
main-body-col-2b: ਫ਼ਿਰੋਜ਼ਪੁਰ, 10 ਮਾਰਚ (ਪ੍ਰਤੀਨਿਧ)-ਖੇਤਰੀ ਟਰਾਂਸਪੋਰਟ ਅਥਾਰਟੀ ਦਫ਼ਤਰ ਵਿਚ ਲਾਇਸੈਂਸ ਅਤੇ ਵਾਹਨਾਂ ਦੇ ਕੰਮਾਂ ਲਈ ਆਉਣ ਵਾਲੇ ਲੋਕਾਂ ਨੂੰ ਭਾਰੀ ਖੱਜਲ-ਖੁਆਰੀ ਦਾ ਸਾਹਮਣਾ ਕਰਨਾ ਪੈ ਰਿਹਾ ਹੈ। ਅਪਰੂਵਲ ਲਈ ਲੋਕ ਸਵੇਰ ਤੋਂ ਹੀ ਲੰਮੀਆਂ ਕਤਾਰਾਂ ਵਿਚ ਖੜ੍ਹਨ ਲਈ ਮਜਬੂਰ ਹਨ ਅਤੇ ਕਈ ਵਾਰ ਸ਼ਾਮ ਤੱਕ ਵੀ ਉਨ੍ਹਾਂ ਦਾ ਕੰਮ ਨਹੀਂ ਹੁੰਦਾ। ਫਸਟ ਏਡ ਟਰੇਨਿੰਗ ਲਾਜ਼ਮੀ ਕੀਤੇ ਜਾਣ ਕਾਰਨ ਟਰੱਕ ਡਰਾਈਵਰਾਂ ਵਿਚ ਰੋਸ ਪਾਇਆ ਜਾ ਰਿਹਾ ਹੈ। bbox=[98, 340, 178, 412]
bank-table-2-cell: 4 bbox=[436, 818, 464, 825]
bank-table-1-cell: 20 bbox=[510, 657, 536, 664]
mobile-body-col-1: ਫ਼ਿਰੋਜ਼ਪੁਰ, 10 ਮਾਰਚ (ਪ੍ਰਤੀਨਿਧ)-ਕੇਂਦਰੀ ਜੇਲ੍ਹ ਫ਼ਿਰੋਜ਼ਪੁਰ ਵਿਚ ਤਲਾਸ਼ੀ ਦੌਰਾਨ ਹਵਾਲਾਤੀਆਂ ਕੋਲੋਂ ਮੋਬਾਈਲ ਫ਼ੋਨ ਬਰਾਮਦ ਹੋਏ ਹਨ। ਪੁਲਿਸ ਨੇ ਮਾਮਲਾ ਦਰਜ ਕਰ ਲਿਆ ਹੈ। bbox=[14, 594, 94, 627]
bank-table-1-cell: 3,12,400 bbox=[580, 585, 615, 592]
bank-table-1-cell: ਫ਼ਿਰੋਜ਼ਪੁਰ bbox=[615, 684, 669, 691]
masthead-left-photo bbox=[16, 18, 116, 88]
paramedical-body-col-2: ਫ਼ਿਰੋਜ਼ਪੁਰ, 10 ਮਾਰਚ (ਪ੍ਰਤੀਨਿਧ)-ਪੈਰਾ ਮੈਡੀਕਲ ਅਤੇ ਸਿਹਤ ਕਰਮਚਾਰੀਆਂ ਦੀ ਤਾਲਮੇਲ ਕਮੇਟੀ ਦਾ ਇਕ ਵਫ਼ਦ ਆਪਣੀਆਂ ਹੱਕੀ ਮੰਗਾਂ ਨੂੰ ਲੈ ਕੇ ਸਿਵਲ ਸਰਜਨ ਫ਼ਿਰੋਜ਼ਪੁਰ ਨੂੰ ਮਿਲਿਆ। ਆਗੂਆਂ ਨੇ ਦੱਸਿਆ ਕਿ ਸਿਵਲ ਸਰਜਨ ਵਲੋਂ ਮੰਗਾਂ ਮੰਨਣ ਦਾ ਭਰੋਸਾ ਦਿੱਤਾ ਗਿਆ ਹੈ। bbox=[492, 294, 550, 360]
ad-phones: +91 94642-30352, +91 88378-00550 bbox=[225, 1034, 411, 1044]
bank-table-1-cell: 2 bbox=[436, 585, 460, 592]
bank-table-1-cell: 2,89,310 bbox=[580, 631, 615, 638]
bank-brand: IndusInd Bank bbox=[485, 509, 574, 522]
bank-table-1-header-cell: ਰਕਮ bbox=[580, 572, 615, 579]
bank-table-2-cell: 6 bbox=[436, 831, 464, 838]
bank-table-1-cell: 20 bbox=[510, 624, 536, 631]
bank-table-1-cell: 9 bbox=[436, 631, 460, 638]
bank-table-2-cell: 12.02.2026 bbox=[531, 805, 582, 812]
bank-table-2-cell: 20 bbox=[511, 838, 531, 845]
bank-table-1-cell: 12.02.2026 bbox=[536, 604, 580, 611]
bank-table-1-cell: 20 bbox=[510, 664, 536, 671]
masthead-paper-box bbox=[340, 28, 460, 60]
bank-table-1-cell: ਫ਼ਿਰੋਜ਼ਪੁਰ bbox=[615, 631, 669, 638]
bank-table-1-row bbox=[436, 684, 669, 691]
bank-table-1-cell: ਬਲਜੀਤ ਕੌਰ bbox=[460, 697, 510, 704]
bank-table-1-row bbox=[436, 690, 669, 697]
bank-table-2-cell: 9 bbox=[436, 851, 464, 858]
bank-table-1-cell: ਬਲਵਿੰਦਰ ਸਿੰਘ bbox=[460, 598, 510, 605]
ad-date-line: ਮਿਤੀ: 14 ਮਾਰਚ, 2026 bbox=[275, 934, 377, 945]
rta-photo-3 bbox=[348, 214, 422, 326]
bank-table-2-cell: 12.02.2026 bbox=[531, 824, 582, 831]
main-body-col-5b: ਫ਼ਿਰੋਜ਼ਪੁਰ, 10 ਮਾਰਚ (ਪ੍ਰਤੀਨਿਧ)-ਖੇਤਰੀ ਟਰਾਂਸਪੋਰਟ ਅਥਾਰਟੀ ਦਫ਼ਤਰ ਵਿਚ ਲਾਇਸੈਂਸ ਅਤੇ ਵਾਹਨਾਂ ਦੇ ਕੰਮਾਂ ਲਈ ਆਉਣ ਵਾਲੇ ਲੋਕਾਂ ਨੂੰ ਭਾਰੀ ਖੱਜਲ-ਖੁਆਰੀ ਦਾ ਸਾਹਮਣਾ ਕਰਨਾ ਪੈ ਰਿਹਾ ਹੈ। ਅਪਰੂਵਲ ਲਈ ਲੋਕ ਸਵੇਰ ਤੋਂ ਹੀ ਲੰਮੀਆਂ ਕਤਾਰਾਂ ਵਿਚ ਖੜ੍ਹਨ ਲਈ ਮਜਬੂਰ ਹਨ ਅਤੇ ਕਈ ਵਾਰ ਸ਼ਾਮ ਤੱਕ ਵੀ ਉਨ੍ਹਾਂ ਦਾ ਕੰਮ ਨਹੀਂ ਹੁੰਦਾ। ਫਸਟ ਏਡ ਟਰੇਨਿੰਗ ਲਾਜ਼ਮੀ ਕੀਤੇ ਜਾਣ ਕਾਰਨ ਟਰੱਕ ਡਰਾਈਵਰਾਂ ਵਿਚ ਰੋਸ ਪਾਇਆ ਜਾ ਰਿਹਾ ਹੈ। bbox=[346, 340, 422, 419]
ad-logo-3 bbox=[346, 830, 364, 848]
bank-table-2-header-cell: ਨਾਮ bbox=[464, 792, 511, 799]
